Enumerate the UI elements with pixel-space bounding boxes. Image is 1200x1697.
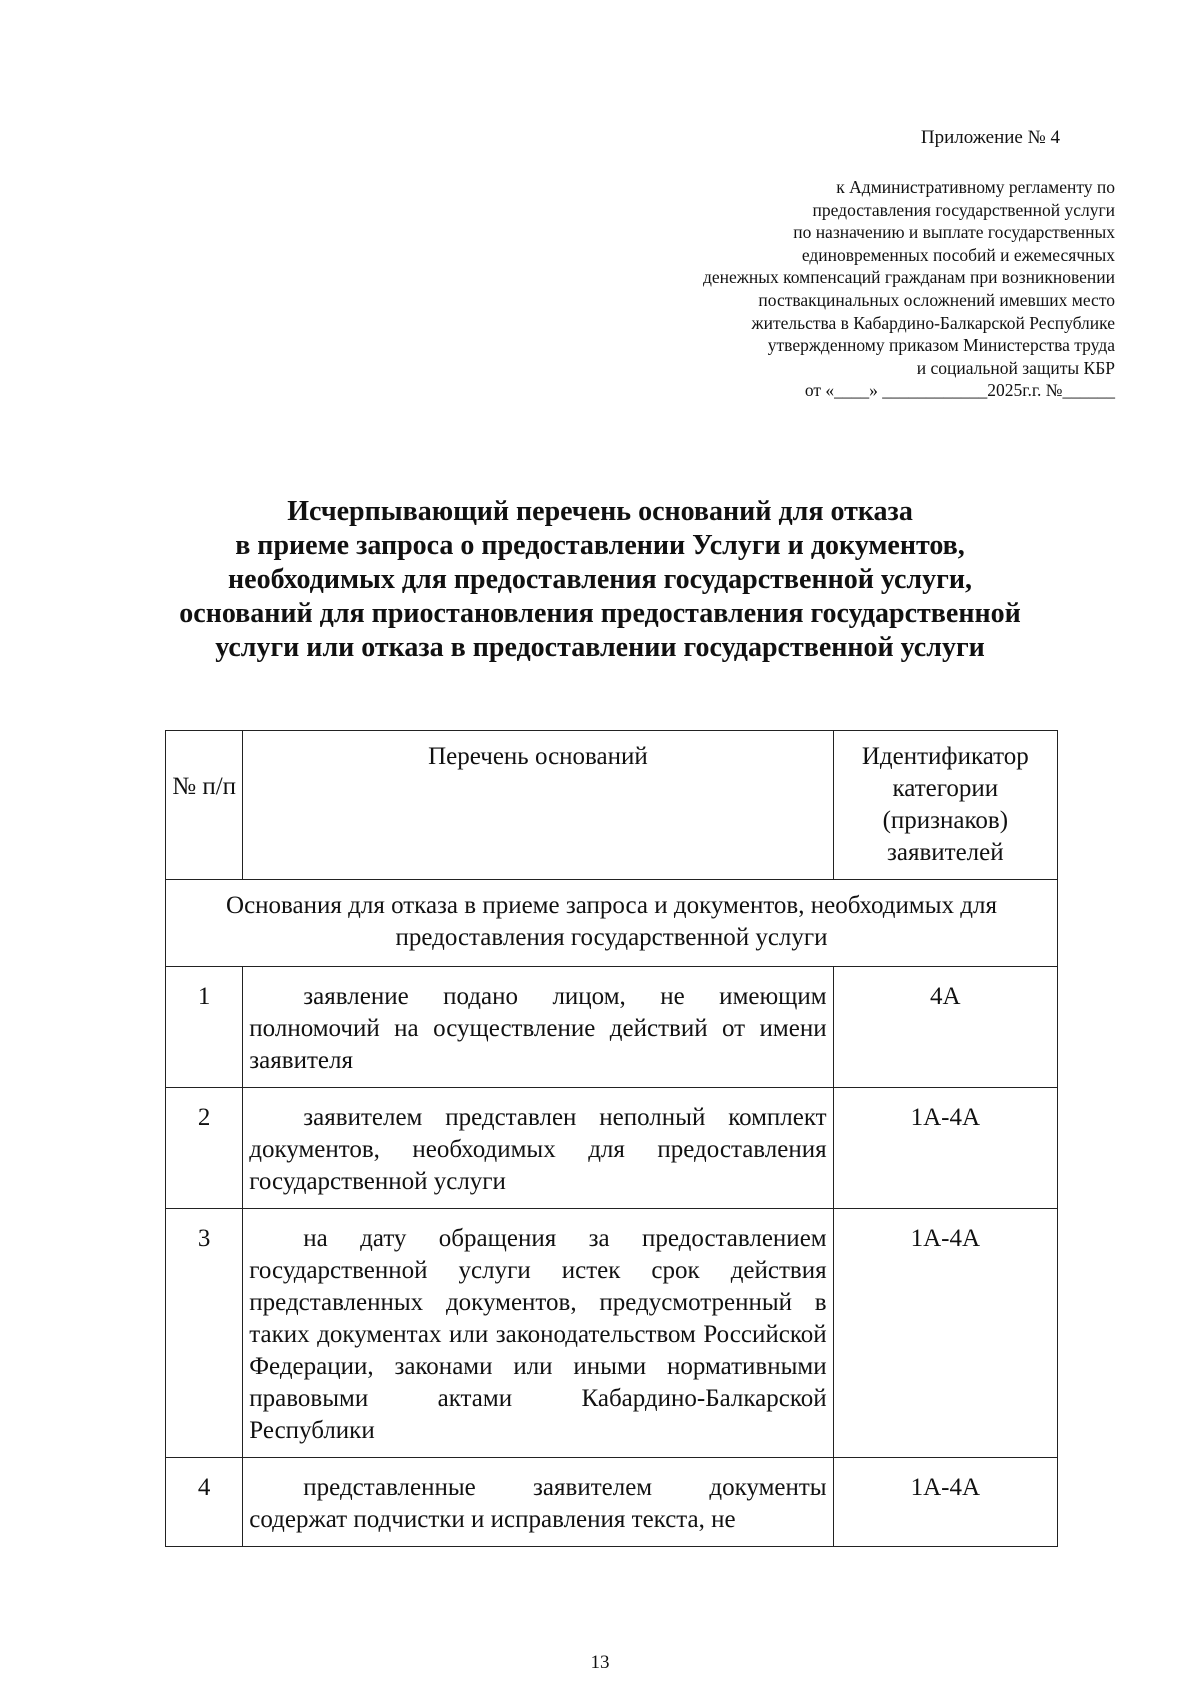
- document-title: [150, 495, 1050, 665]
- approval-line: утвержденному приказом Министерства труда: [767, 335, 1115, 356]
- section-title: Основания для отказа в приеме запроса и документов, необходимых для предоставления государственной услуги: [166, 880, 1058, 967]
- row-ground-text-content: на дату обращения за предоставлением государственной услуги истек срок действия представленных документов, предусмотренный в таких документах или законодательством Российской Федерации, законами или иными нормативными правовыми актами Кабардино-Балкарской Республики: [249, 1225, 827, 1444]
- title-line: необходимых для предоставления государственной услуги,: [228, 564, 972, 595]
- row-ground-text-content: заявление подано лицом, не имеющим полномочий на осуществление действий от имени заявителя: [249, 983, 827, 1074]
- row-identifier: 1А-4А: [833, 1088, 1057, 1209]
- approval-line: предоставления государственной услуги: [812, 199, 1115, 220]
- table-row: [166, 1209, 1058, 1458]
- table-row: [166, 1458, 1058, 1547]
- header-num: № п/п: [166, 731, 243, 880]
- approval-line: и социальной защиты КБР: [916, 357, 1115, 378]
- approval-line: единовременных пособий и ежемесячных: [801, 244, 1115, 265]
- row-ground-text-content: представленные заявителем документы содержат подчистки и исправления текста, не: [249, 1474, 827, 1533]
- approval-line: по назначению и выплате государственных: [793, 222, 1115, 243]
- section-row: [166, 880, 1058, 967]
- row-identifier: 1А-4А: [833, 1458, 1057, 1547]
- table-header-row: [166, 731, 1058, 880]
- table-row: [166, 1088, 1058, 1209]
- page-number: 13: [590, 1652, 610, 1673]
- title-line: в приеме запроса о предоставлении Услуги и документов,: [235, 530, 965, 561]
- row-number: 2: [166, 1088, 243, 1209]
- approval-date-line: от «____» ____________2025г.г. №______: [804, 380, 1115, 401]
- row-identifier: 1А-4А: [833, 1209, 1057, 1458]
- table-row: [166, 967, 1058, 1088]
- approval-line: денежных компенсаций гражданам при возникновении: [702, 267, 1115, 288]
- appendix-label: Приложение № 4: [920, 127, 1060, 148]
- row-ground-text: [243, 1209, 833, 1458]
- row-ground-text-content: заявителем представлен неполный комплект документов, необходимых для предоставления государственной услуги: [249, 1104, 827, 1195]
- approval-line: поствакцинальных осложнений имевших место: [758, 289, 1115, 310]
- row-ground-text: [243, 967, 833, 1088]
- row-number: 4: [166, 1458, 243, 1547]
- row-number: 1: [166, 967, 243, 1088]
- approval-line: к Административному регламенту по: [836, 177, 1115, 197]
- approval-line: жительства в Кабардино-Балкарской Республике: [751, 312, 1115, 333]
- header-identifier: Идентификатор категории (признаков) заявителей: [833, 731, 1057, 880]
- title-line: оснований для приостановления предоставления государственной: [179, 598, 1021, 629]
- row-ground-text: [243, 1088, 833, 1209]
- row-ground-text: [243, 1458, 833, 1547]
- approval-block: [560, 176, 1115, 402]
- grounds-table: [165, 730, 1058, 1547]
- title-line: Исчерпывающий перечень оснований для отказа: [287, 496, 913, 527]
- title-line: услуги или отказа в предоставлении государственной услуги: [215, 632, 985, 663]
- row-identifier: 4А: [833, 967, 1057, 1088]
- header-grounds: Перечень оснований: [243, 731, 833, 880]
- row-number: 3: [166, 1209, 243, 1458]
